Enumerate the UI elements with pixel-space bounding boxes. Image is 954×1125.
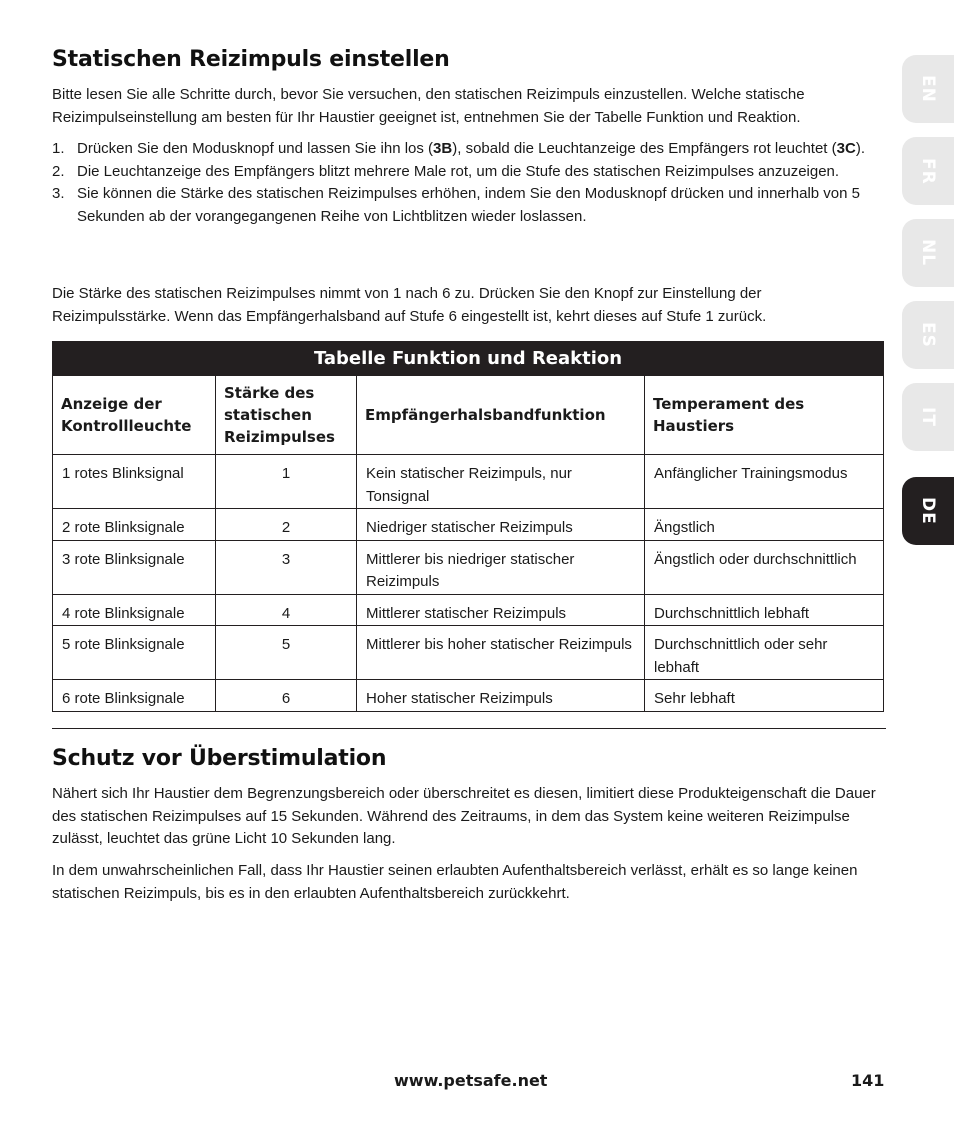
tab-nl[interactable]: NL [902, 219, 954, 287]
table-row [53, 509, 884, 541]
intro-text: Bitte lesen Sie alle Schritte durch, bevor Sie versuchen, den statischen Reizimpuls einzustellen. Welche statische Reizimpulseinstellung am besten für Ihr Haustier geeignet ist, entnehmen Sie der Tabelle Funktion und Reaktion. [52, 86, 805, 126]
list-item: 2. Die Leuchtanzeige des Empfängers blitzt mehrere Male rot, um die Stufe des statischen Reizimpulses anzuzeigen. [52, 162, 840, 180]
figure-ref-3b: 3B [433, 140, 453, 157]
column-header: Stärke des statischen Reizimpulses [216, 376, 357, 455]
table-cell: Ängstlich oder durchschnittlich [645, 540, 884, 594]
section-divider [52, 728, 886, 729]
column-header: Empfängerhalsbandfunktion [357, 376, 645, 455]
column-header: Anzeige der Kontrollleuchte [53, 376, 216, 455]
function-response-table [52, 341, 884, 712]
table-cell: Mittlerer statischer Reizimpuls [357, 594, 645, 626]
overstimulation-paragraph-2: In dem unwahrscheinlichen Fall, dass Ihr Haustier seinen erlaubten Aufenthaltsbereich verlässt, erhält es so lange keinen statischen Reizimpuls, bis es in den erlaubten Aufenthaltsbereich zurückkehrt. [52, 862, 858, 902]
section-title-static-stimulation: Statischen Reizimpuls einstellen [52, 47, 450, 72]
list-item: 3. Sie können die Stärke des statischen Reizimpulses erhöhen, indem Sie den Modusknopf drücken und innerhalb von 5 Sekunden ab der vorangegangenen Reihe von Lichtblitzen wieder loslassen. [52, 185, 860, 225]
list-item: 1. Drücken Sie den Modusknopf und lassen Sie ihn los (3B), sobald die Leuchtanzeige des Empfängers rot leuchtet (3C). [52, 140, 865, 157]
table-cell: 2 rote Blinksignale [53, 509, 216, 541]
table-cell: Durchschnittlich oder sehr lebhaft [645, 626, 884, 680]
table-row [53, 540, 884, 594]
table-cell: 4 [216, 594, 357, 626]
table-cell: 6 [216, 680, 357, 712]
section-title-overstimulation: Schutz vor Überstimulation [52, 746, 387, 771]
table-row [53, 455, 884, 509]
table-cell: Mittlerer bis niedriger statischer Reizimpuls [357, 540, 645, 594]
tab-es[interactable]: ES [902, 301, 954, 369]
table-cell: Kein statischer Reizimpuls, nur Tonsignal [357, 455, 645, 509]
column-header: Temperament des Haustiers [645, 376, 884, 455]
table-cell: 6 rote Blinksignale [53, 680, 216, 712]
table-cell: Niedriger statischer Reizimpuls [357, 509, 645, 541]
intro-paragraph [52, 84, 884, 129]
table-row [53, 594, 884, 626]
tab-it[interactable]: IT [902, 383, 954, 451]
steps-list [52, 138, 884, 228]
table-cell: 5 rote Blinksignale [53, 626, 216, 680]
table-cell: 3 [216, 540, 357, 594]
tab-en[interactable]: EN [902, 55, 954, 123]
table-cell: 2 [216, 509, 357, 541]
table-cell: Mittlerer bis hoher statischer Reizimpuls [357, 626, 645, 680]
overstimulation-paragraph-1: Nähert sich Ihr Haustier dem Begrenzungsbereich oder überschreitet es diesen, limitiert diese Produkteigenschaft die Dauer des statischen Reizimpulses auf 15 Sekunden. Während des Zeitraums, in dem das System keine weiteren Reizimpulse zulässt, leuchtet das grüne Licht 10 Sekunden lang. [52, 785, 876, 847]
table-cell: 1 rotes Blinksignal [53, 455, 216, 509]
table-cell: 3 rote Blinksignale [53, 540, 216, 594]
table-cell: Durchschnittlich lebhaft [645, 594, 884, 626]
footer-url: www.petsafe.net [394, 1071, 548, 1090]
table-cell: Hoher statischer Reizimpuls [357, 680, 645, 712]
table-row [53, 680, 884, 712]
table-caption: Tabelle Funktion und Reaktion [53, 342, 884, 376]
figure-ref-3c: 3C [836, 140, 856, 157]
adjustment-paragraph: Die Stärke des statischen Reizimpulses nimmt von 1 nach 6 zu. Drücken Sie den Knopf zur Einstellung der Reizimpulsstärke. Wenn das Empfängerhalsband auf Stufe 6 eingestellt ist, kehrt dieses auf Stufe 1 zurück. [52, 285, 767, 325]
table-row [53, 626, 884, 680]
table-cell: Anfänglicher Trainingsmodus [645, 455, 884, 509]
table-cell: Sehr lebhaft [645, 680, 884, 712]
tab-fr[interactable]: FR [902, 137, 954, 205]
tab-de[interactable]: DE [902, 477, 954, 545]
table-cell: 5 [216, 626, 357, 680]
table-cell: 1 [216, 455, 357, 509]
table-cell: Ängstlich [645, 509, 884, 541]
page-number: 141 [851, 1071, 885, 1090]
table-cell: 4 rote Blinksignale [53, 594, 216, 626]
